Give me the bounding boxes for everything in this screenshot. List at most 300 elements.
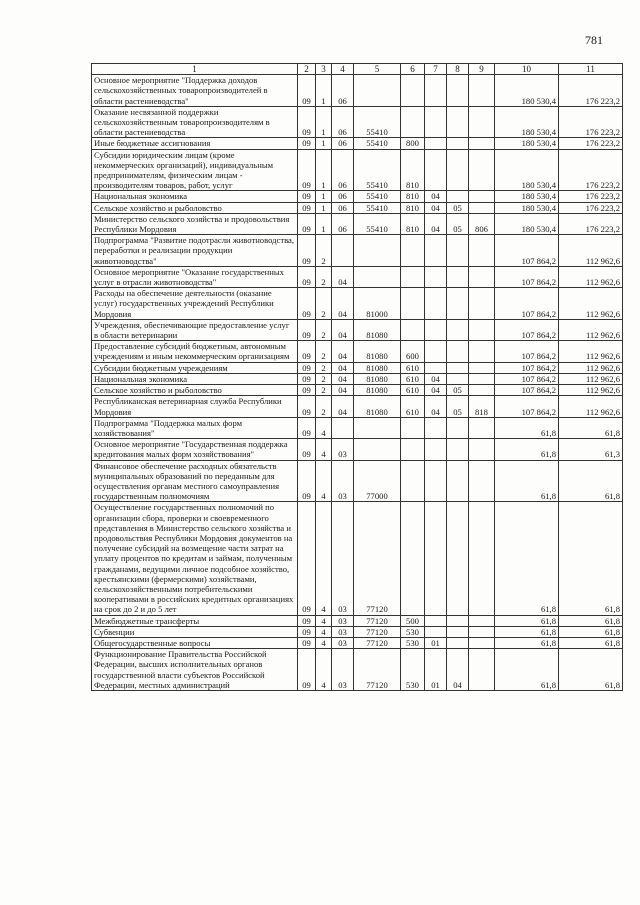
code-cell: [447, 106, 469, 138]
code-cell: 4: [316, 460, 332, 502]
code-cell: [469, 373, 495, 384]
code-cell: [469, 149, 495, 191]
code-cell: 2: [316, 396, 332, 417]
code-cell: 09: [298, 191, 316, 202]
amount-cell: 61,8: [495, 637, 559, 648]
code-cell: 1: [316, 149, 332, 191]
table-row: [92, 615, 623, 626]
code-cell: 09: [298, 637, 316, 648]
code-cell: 06: [332, 149, 354, 191]
code-cell: 4: [316, 649, 332, 691]
code-cell: 4: [316, 626, 332, 637]
code-cell: [447, 362, 469, 373]
code-cell: 03: [332, 460, 354, 502]
code-cell: 04: [425, 191, 447, 202]
code-cell: 09: [298, 385, 316, 396]
amount-cell: 61,8: [495, 649, 559, 691]
code-cell: [425, 75, 447, 107]
code-cell: 2: [316, 235, 332, 267]
code-cell: 81080: [354, 319, 401, 340]
code-cell: 810: [401, 202, 425, 213]
code-cell: [469, 417, 495, 438]
code-cell: [469, 266, 495, 287]
code-cell: [469, 649, 495, 691]
code-cell: 1: [316, 202, 332, 213]
code-cell: 55410: [354, 106, 401, 138]
table-row: [92, 138, 623, 149]
code-cell: 2: [316, 266, 332, 287]
code-cell: 01: [425, 637, 447, 648]
code-cell: 05: [447, 385, 469, 396]
amount-cell: 61,8: [559, 615, 623, 626]
code-cell: 06: [332, 75, 354, 107]
code-cell: [447, 637, 469, 648]
code-cell: 81080: [354, 362, 401, 373]
code-cell: 04: [425, 202, 447, 213]
code-cell: 03: [332, 626, 354, 637]
code-cell: 610: [401, 385, 425, 396]
amount-cell: 176 223,2: [559, 191, 623, 202]
table-row: [92, 266, 623, 287]
code-cell: 09: [298, 319, 316, 340]
code-cell: 55410: [354, 202, 401, 213]
code-cell: 81000: [354, 288, 401, 320]
code-cell: 2: [316, 288, 332, 320]
page-number: 781: [585, 33, 603, 47]
table-row: [92, 106, 623, 138]
code-cell: [447, 149, 469, 191]
code-cell: 05: [447, 396, 469, 417]
code-cell: 09: [298, 502, 316, 615]
code-cell: [425, 319, 447, 340]
amount-cell: 107 864,2: [495, 266, 559, 287]
code-cell: [354, 266, 401, 287]
code-cell: 09: [298, 439, 316, 460]
code-cell: 810: [401, 213, 425, 234]
code-cell: 04: [425, 213, 447, 234]
code-cell: 77000: [354, 460, 401, 502]
row-name-cell: Национальная экономика: [92, 191, 298, 202]
amount-cell: 180 530,4: [495, 138, 559, 149]
code-cell: [401, 460, 425, 502]
row-name-cell: Основное мероприятие "Государственная поддержка кредитования малых форм хозяйствования": [92, 439, 298, 460]
table-row: [92, 75, 623, 107]
code-cell: 610: [401, 362, 425, 373]
code-cell: [425, 439, 447, 460]
amount-cell: 176 223,2: [559, 106, 623, 138]
row-name-cell: Учреждения, обеспечивающие предоставление услуг в области ветеринарии: [92, 319, 298, 340]
code-cell: 05: [447, 202, 469, 213]
code-cell: 530: [401, 626, 425, 637]
code-cell: 806: [469, 213, 495, 234]
code-cell: [447, 460, 469, 502]
row-name-cell: Расходы на обеспечение деятельности (оказание услуг) государственных учреждений Республики Мордовия: [92, 288, 298, 320]
code-cell: 77120: [354, 637, 401, 648]
row-name-cell: Подпрограмма "Развитие подотрасли животноводства, переработки и реализации продукции животноводства": [92, 235, 298, 267]
code-cell: 06: [332, 191, 354, 202]
code-cell: 09: [298, 615, 316, 626]
code-cell: 03: [332, 502, 354, 615]
code-cell: 04: [332, 319, 354, 340]
code-cell: [425, 106, 447, 138]
code-cell: 09: [298, 138, 316, 149]
code-cell: 810: [401, 191, 425, 202]
code-cell: [401, 288, 425, 320]
table-row: [92, 637, 623, 648]
amount-cell: 61,8: [495, 626, 559, 637]
code-cell: [425, 266, 447, 287]
amount-cell: 112 962,6: [559, 319, 623, 340]
code-cell: 530: [401, 637, 425, 648]
amount-cell: 61,8: [495, 439, 559, 460]
header-cell: 10: [495, 64, 559, 75]
amount-cell: 61,8: [559, 649, 623, 691]
amount-cell: 61,8: [559, 502, 623, 615]
code-cell: [447, 615, 469, 626]
code-cell: [425, 626, 447, 637]
code-cell: [447, 288, 469, 320]
amount-cell: 61,8: [495, 615, 559, 626]
amount-cell: 176 223,2: [559, 75, 623, 107]
code-cell: 610: [401, 373, 425, 384]
code-cell: 09: [298, 417, 316, 438]
table-row: [92, 319, 623, 340]
code-cell: 4: [316, 502, 332, 615]
table-row: [92, 341, 623, 362]
amount-cell: 180 530,4: [495, 149, 559, 191]
code-cell: [469, 319, 495, 340]
code-cell: [425, 138, 447, 149]
amount-cell: 112 962,6: [559, 235, 623, 267]
code-cell: 600: [401, 341, 425, 362]
code-cell: 55410: [354, 138, 401, 149]
code-cell: 09: [298, 649, 316, 691]
code-cell: 2: [316, 319, 332, 340]
row-name-cell: Сельское хозяйство и рыболовство: [92, 202, 298, 213]
code-cell: 1: [316, 191, 332, 202]
code-cell: 610: [401, 396, 425, 417]
code-cell: 810: [401, 149, 425, 191]
code-cell: 4: [316, 615, 332, 626]
table-row: [92, 362, 623, 373]
row-name-cell: Иные бюджетные ассигнования: [92, 138, 298, 149]
row-name-cell: Осуществление государственных полномочий по организации сбора, проверки и своевременного представления в Министерство сельского хозяйства и продовольствия Республики Мордовия документов на получение субсидий на возмещение части затрат на уплату процентов по кредитам и займам, полученным гражданами, ведущими личное подсобное хозяйство, крестьянскими (фермерскими) хозяйствами, сельскохозяйственными потребительскими кооперативами в российских кредитных организациях на срок до 2 и до 5 лет: [92, 502, 298, 615]
code-cell: [354, 235, 401, 267]
header-cell: 4: [332, 64, 354, 75]
code-cell: 03: [332, 637, 354, 648]
code-cell: 2: [316, 341, 332, 362]
code-cell: 81080: [354, 396, 401, 417]
code-cell: 77120: [354, 502, 401, 615]
amount-cell: 61,3: [559, 439, 623, 460]
amount-cell: 61,8: [495, 502, 559, 615]
amount-cell: 112 962,6: [559, 396, 623, 417]
code-cell: [469, 439, 495, 460]
code-cell: 4: [316, 439, 332, 460]
code-cell: 04: [332, 362, 354, 373]
code-cell: 55410: [354, 191, 401, 202]
table-row: [92, 385, 623, 396]
amount-cell: 112 962,6: [559, 362, 623, 373]
amount-cell: 180 530,4: [495, 106, 559, 138]
amount-cell: 112 962,6: [559, 385, 623, 396]
header-cell: 2: [298, 64, 316, 75]
code-cell: [354, 75, 401, 107]
code-cell: [401, 417, 425, 438]
table-row: [92, 213, 623, 234]
row-name-cell: Субсидии юридическим лицам (кроме некоммерческих организаций), индивидуальным предпринимателям, физическим лицам - производителям товаров, работ, услуг: [92, 149, 298, 191]
code-cell: 04: [425, 385, 447, 396]
code-cell: [447, 439, 469, 460]
code-cell: 800: [401, 138, 425, 149]
code-cell: 04: [332, 266, 354, 287]
amount-cell: 107 864,2: [495, 385, 559, 396]
row-name-cell: Общегосударственные вопросы: [92, 637, 298, 648]
amount-cell: 61,8: [559, 460, 623, 502]
header-cell: 1: [92, 64, 298, 75]
code-cell: 55410: [354, 149, 401, 191]
table-row: [92, 149, 623, 191]
row-name-cell: Субсидии бюджетным учреждениям: [92, 362, 298, 373]
code-cell: 09: [298, 341, 316, 362]
code-cell: 04: [447, 649, 469, 691]
code-cell: 03: [332, 615, 354, 626]
code-cell: 500: [401, 615, 425, 626]
code-cell: 09: [298, 213, 316, 234]
code-cell: [401, 502, 425, 615]
code-cell: 05: [447, 213, 469, 234]
code-cell: 818: [469, 396, 495, 417]
code-cell: 81080: [354, 385, 401, 396]
code-cell: 4: [316, 637, 332, 648]
row-name-cell: Основное мероприятие "Поддержка доходов сельскохозяйственных товаропроизводителей в области растениеводства": [92, 75, 298, 107]
table-row: [92, 439, 623, 460]
code-cell: [447, 626, 469, 637]
header-cell: 6: [401, 64, 425, 75]
code-cell: 09: [298, 106, 316, 138]
code-cell: [447, 373, 469, 384]
code-cell: [469, 138, 495, 149]
code-cell: 06: [332, 106, 354, 138]
code-cell: [469, 106, 495, 138]
header-cell: 9: [469, 64, 495, 75]
code-cell: [401, 266, 425, 287]
code-cell: [447, 138, 469, 149]
code-cell: 09: [298, 626, 316, 637]
code-cell: [425, 288, 447, 320]
code-cell: [447, 191, 469, 202]
table-row: [92, 373, 623, 384]
amount-cell: 107 864,2: [495, 341, 559, 362]
code-cell: [425, 149, 447, 191]
table-row: [92, 202, 623, 213]
code-cell: [469, 615, 495, 626]
code-cell: 04: [332, 341, 354, 362]
row-name-cell: Финансовое обеспечение расходных обязательств муниципальных образований по переданным для осуществления органам местного самоуправления государственным полномочиям: [92, 460, 298, 502]
code-cell: [425, 417, 447, 438]
code-cell: [401, 106, 425, 138]
amount-cell: 107 864,2: [495, 319, 559, 340]
table-row: [92, 626, 623, 637]
code-cell: [332, 417, 354, 438]
code-cell: [425, 502, 447, 615]
amount-cell: 61,8: [559, 637, 623, 648]
amount-cell: 107 864,2: [495, 288, 559, 320]
amount-cell: 176 223,2: [559, 149, 623, 191]
code-cell: [425, 362, 447, 373]
code-cell: [425, 235, 447, 267]
code-cell: 2: [316, 373, 332, 384]
table-row: [92, 288, 623, 320]
code-cell: 04: [332, 396, 354, 417]
row-name-cell: Функционирование Правительства Российской Федерации, высших исполнительных органов государственной власти субъектов Российской Федерации, местных администраций: [92, 649, 298, 691]
amount-cell: 180 530,4: [495, 213, 559, 234]
code-cell: 04: [332, 385, 354, 396]
code-cell: [469, 288, 495, 320]
code-cell: 77120: [354, 626, 401, 637]
table-row: [92, 649, 623, 691]
code-cell: 77120: [354, 615, 401, 626]
amount-cell: 176 223,2: [559, 202, 623, 213]
code-cell: 06: [332, 213, 354, 234]
code-cell: [447, 502, 469, 615]
header-row: [92, 64, 623, 75]
code-cell: [469, 637, 495, 648]
amount-cell: 61,8: [495, 417, 559, 438]
code-cell: 1: [316, 213, 332, 234]
code-cell: [469, 502, 495, 615]
code-cell: 04: [332, 373, 354, 384]
amount-cell: 107 864,2: [495, 396, 559, 417]
code-cell: 09: [298, 288, 316, 320]
code-cell: 1: [316, 75, 332, 107]
amount-cell: 112 962,6: [559, 288, 623, 320]
amount-cell: 61,8: [495, 460, 559, 502]
amount-cell: 176 223,2: [559, 213, 623, 234]
header-cell: 11: [559, 64, 623, 75]
code-cell: 09: [298, 75, 316, 107]
row-name-cell: Предоставление субсидий бюджетным, автономным учреждениям и иным некоммерческим организациям: [92, 341, 298, 362]
code-cell: 1: [316, 138, 332, 149]
code-cell: [469, 75, 495, 107]
row-name-cell: Основное мероприятие "Оказание государственных услуг в отрасли животноводства": [92, 266, 298, 287]
amount-cell: 61,8: [559, 417, 623, 438]
code-cell: [425, 615, 447, 626]
code-cell: 55410: [354, 213, 401, 234]
table-row: [92, 396, 623, 417]
row-name-cell: Министерство сельского хозяйства и продовольствия Республики Мордовия: [92, 213, 298, 234]
code-cell: [354, 439, 401, 460]
header-cell: 3: [316, 64, 332, 75]
amount-cell: 112 962,6: [559, 266, 623, 287]
code-cell: 4: [316, 417, 332, 438]
code-cell: [469, 235, 495, 267]
row-name-cell: Субвенции: [92, 626, 298, 637]
table-row: [92, 460, 623, 502]
code-cell: 77120: [354, 649, 401, 691]
amount-cell: 180 530,4: [495, 75, 559, 107]
code-cell: 2: [316, 385, 332, 396]
amount-cell: 107 864,2: [495, 235, 559, 267]
code-cell: [447, 266, 469, 287]
code-cell: 09: [298, 396, 316, 417]
code-cell: 06: [332, 138, 354, 149]
code-cell: 03: [332, 439, 354, 460]
table-row: [92, 502, 623, 615]
code-cell: [425, 460, 447, 502]
table-row: [92, 191, 623, 202]
code-cell: [425, 341, 447, 362]
row-name-cell: Межбюджетные трансферты: [92, 615, 298, 626]
code-cell: 01: [425, 649, 447, 691]
code-cell: 09: [298, 202, 316, 213]
code-cell: 530: [401, 649, 425, 691]
row-name-cell: Подпрограмма "Поддержка малых форм хозяйствования": [92, 417, 298, 438]
code-cell: [469, 191, 495, 202]
amount-cell: 107 864,2: [495, 362, 559, 373]
code-cell: [469, 460, 495, 502]
code-cell: 04: [425, 396, 447, 417]
code-cell: 09: [298, 149, 316, 191]
code-cell: [401, 439, 425, 460]
header-cell: 5: [354, 64, 401, 75]
amount-cell: 176 223,2: [559, 138, 623, 149]
code-cell: [332, 235, 354, 267]
code-cell: [469, 385, 495, 396]
code-cell: [354, 417, 401, 438]
code-cell: 81080: [354, 373, 401, 384]
amount-cell: 112 962,6: [559, 341, 623, 362]
code-cell: 09: [298, 266, 316, 287]
code-cell: [447, 235, 469, 267]
header-cell: 8: [447, 64, 469, 75]
code-cell: [469, 626, 495, 637]
code-cell: [401, 235, 425, 267]
amount-cell: 107 864,2: [495, 373, 559, 384]
code-cell: 09: [298, 373, 316, 384]
code-cell: 09: [298, 460, 316, 502]
code-cell: 1: [316, 106, 332, 138]
code-cell: 04: [332, 288, 354, 320]
code-cell: [447, 75, 469, 107]
row-name-cell: Сельское хозяйство и рыболовство: [92, 385, 298, 396]
code-cell: 04: [425, 373, 447, 384]
code-cell: [469, 362, 495, 373]
amount-cell: 112 962,6: [559, 373, 623, 384]
code-cell: [447, 341, 469, 362]
amount-cell: 61,8: [559, 626, 623, 637]
code-cell: 2: [316, 362, 332, 373]
table-row: [92, 417, 623, 438]
header-cell: 7: [425, 64, 447, 75]
table-row: [92, 235, 623, 267]
code-cell: [447, 319, 469, 340]
amount-cell: 180 530,4: [495, 191, 559, 202]
code-cell: [469, 341, 495, 362]
row-name-cell: Национальная экономика: [92, 373, 298, 384]
amount-cell: 180 530,4: [495, 202, 559, 213]
budget-table: [91, 63, 623, 691]
code-cell: [469, 202, 495, 213]
code-cell: 03: [332, 649, 354, 691]
code-cell: [401, 75, 425, 107]
code-cell: [447, 417, 469, 438]
code-cell: 09: [298, 235, 316, 267]
code-cell: 09: [298, 362, 316, 373]
row-name-cell: Республиканская ветеринарная служба Республики Мордовия: [92, 396, 298, 417]
code-cell: [401, 319, 425, 340]
row-name-cell: Оказание несвязанной поддержки сельскохозяйственным товаропроизводителям в области растениеводства: [92, 106, 298, 138]
